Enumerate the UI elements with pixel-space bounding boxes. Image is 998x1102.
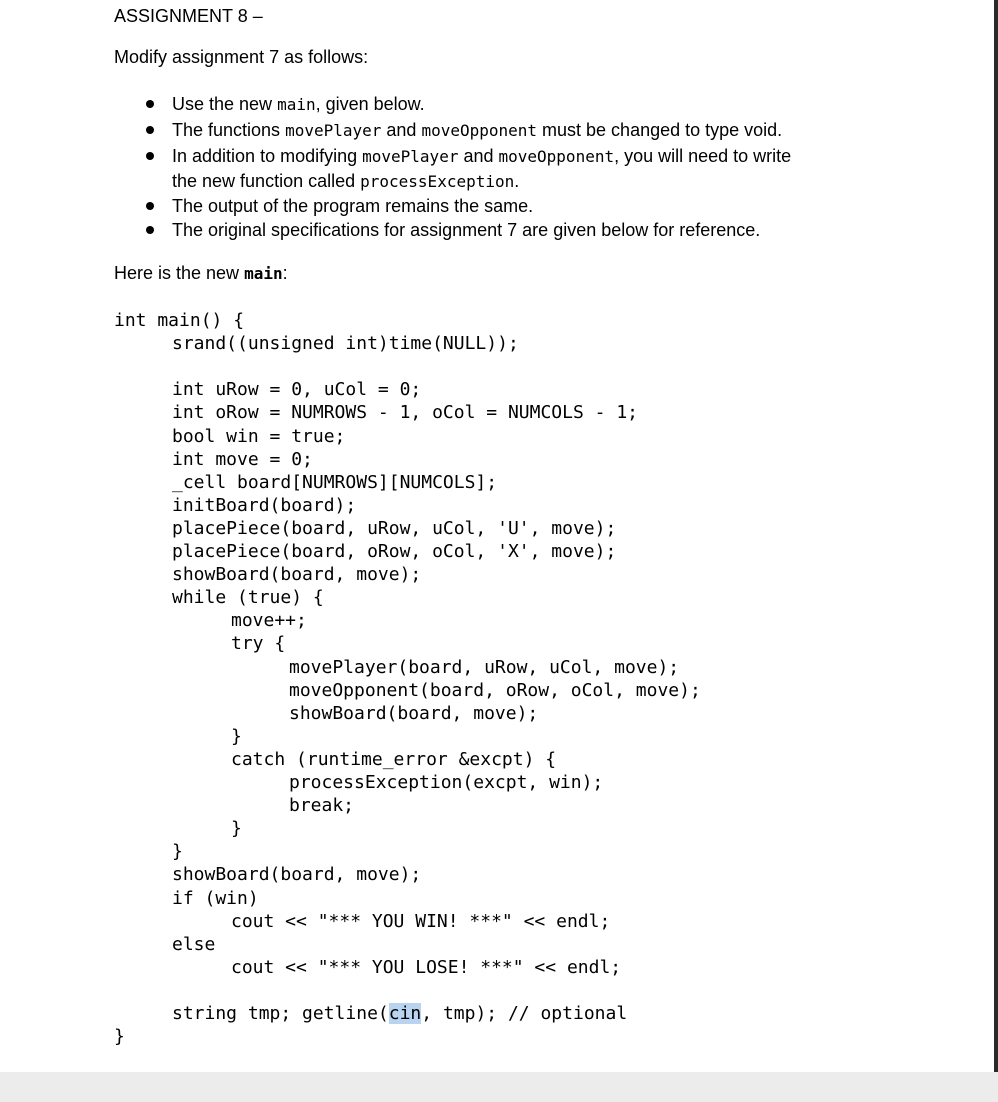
code-text: else (172, 934, 216, 955)
main-heading-prefix: Here is the new (114, 263, 245, 283)
code-line (172, 332, 519, 355)
requirement-text: and (381, 120, 422, 140)
code-line (172, 586, 324, 609)
code-line (172, 563, 421, 586)
code-text: } (231, 726, 242, 747)
main-heading-suffix: : (282, 263, 288, 283)
code-text: movePlayer(board, uRow, uCol, move); (289, 657, 680, 678)
requirement-bullet (172, 118, 782, 143)
code-text: processException(excpt, win); (289, 772, 604, 793)
code-text: placePiece(board, oRow, oCol, 'X', move); (172, 541, 617, 562)
inline-code: processException (360, 172, 515, 191)
code-line (289, 702, 538, 725)
code-line (231, 748, 556, 771)
code-text: initBoard(board); (172, 495, 357, 516)
code-text: } (172, 841, 183, 862)
code-line (289, 794, 354, 817)
code-text: } (114, 1026, 125, 1047)
code-line (172, 540, 616, 563)
bullet-dot-icon (146, 226, 154, 234)
code-line (231, 632, 285, 655)
code-text: } (231, 818, 242, 839)
requirement-bullet (172, 92, 425, 117)
requirement-bullet (172, 218, 760, 242)
requirement-line (172, 118, 782, 143)
main-heading (114, 263, 288, 284)
code-line (172, 887, 259, 910)
requirement-bullet (172, 194, 533, 218)
code-text: break; (289, 795, 355, 816)
code-line (172, 1002, 627, 1025)
code-text: srand((unsigned int)time(NULL)); (172, 333, 519, 354)
code-line (172, 448, 313, 471)
requirement-text: must be changed to type void. (537, 120, 783, 140)
bullet-dot-icon (146, 100, 154, 108)
code-text: cout << "*** YOU LOSE! ***" << endl; (231, 957, 622, 978)
code-text: cout << "*** YOU WIN! ***" << endl; (231, 911, 611, 932)
requirement-text: The output of the program remains the same. (172, 196, 534, 216)
requirement-line (172, 144, 791, 169)
code-text: showBoard(board, move); (289, 703, 539, 724)
code-text: int oRow = NUMROWS - 1, oCol = NUMCOLS - 1; (172, 402, 638, 423)
requirement-text: The original specifications for assignment 7 are given below for reference. (172, 220, 761, 240)
code-line (172, 863, 421, 886)
code-line (231, 817, 242, 840)
inline-code: moveOpponent (498, 147, 615, 166)
code-line (172, 425, 345, 448)
requirement-text: The functions (172, 120, 286, 140)
main-heading-code: main (244, 264, 283, 283)
bullet-dot-icon (146, 202, 154, 210)
code-line (289, 679, 701, 702)
code-text: int main() { (114, 310, 245, 331)
code-line (231, 609, 307, 632)
inline-code: movePlayer (285, 121, 382, 140)
requirement-line (172, 194, 533, 218)
code-line (172, 471, 497, 494)
code-line (172, 517, 616, 540)
code-line (231, 956, 621, 979)
code-text: bool win = true; (172, 426, 346, 447)
bullet-dot-icon (146, 152, 154, 160)
code-text: _cell board[NUMROWS][NUMCOLS]; (172, 472, 498, 493)
code-text: showBoard(board, move); (172, 864, 422, 885)
inline-code: main (277, 95, 316, 114)
code-line (231, 910, 610, 933)
code-line (231, 725, 242, 748)
code-text: showBoard(board, move); (172, 564, 422, 585)
requirement-text: , given below. (315, 94, 425, 114)
bullet-dot-icon (146, 126, 154, 134)
code-line (289, 771, 603, 794)
code-text: move++; (231, 610, 307, 631)
code-text: if (win) (172, 888, 259, 909)
code-text: int uRow = 0, uCol = 0; (172, 379, 422, 400)
selected-text-highlight[interactable]: cin (388, 1003, 422, 1024)
code-text: catch (runtime_error &excpt) { (231, 749, 557, 770)
requirement-bullet (172, 144, 791, 194)
requirement-text: In addition to modifying (172, 146, 363, 166)
requirement-line (172, 169, 791, 194)
code-text: placePiece(board, uRow, uCol, 'U', move); (172, 518, 617, 539)
requirement-line (172, 92, 425, 117)
code-line (289, 656, 679, 679)
inline-code: moveOpponent (421, 121, 538, 140)
inline-code: movePlayer (362, 147, 459, 166)
code-line (172, 401, 638, 424)
requirement-line (172, 218, 760, 242)
code-line (172, 933, 215, 956)
requirement-text: and (458, 146, 499, 166)
code-line (172, 378, 421, 401)
code-line (172, 840, 183, 863)
code-line (172, 494, 356, 517)
assignment-title: ASSIGNMENT 8 – (114, 6, 263, 26)
code-line (114, 1025, 125, 1048)
code-line (114, 309, 244, 332)
code-text: while (true) { (172, 587, 324, 608)
requirement-text: . (514, 171, 520, 191)
window-bottom-bar (0, 1072, 998, 1102)
intro-text: Modify assignment 7 as follows: (114, 47, 369, 67)
code-text: , tmp); // optional (421, 1003, 628, 1024)
code-text: string tmp; getline( (172, 1003, 389, 1024)
requirement-text: , you will need to write (614, 146, 792, 166)
code-text: try { (231, 633, 286, 654)
requirement-text: the new function called (172, 171, 361, 191)
code-text: moveOpponent(board, oRow, oCol, move); (289, 680, 701, 701)
code-text: int move = 0; (172, 449, 313, 470)
requirement-text: Use the new (172, 94, 278, 114)
